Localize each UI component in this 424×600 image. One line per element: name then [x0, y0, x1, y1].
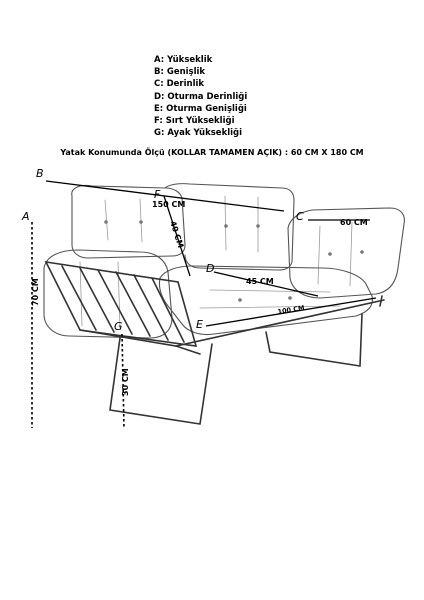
label-back-height: 40 CM	[168, 219, 186, 250]
dimension-letters	[21, 167, 304, 333]
label-height: 70 CM	[31, 278, 40, 306]
letter-g: G	[114, 320, 123, 333]
letter-c: C	[296, 210, 304, 223]
legend-item-c: C: Derinlik	[154, 79, 205, 90]
dimension-lines	[32, 181, 376, 428]
legend-item-b: B: Genişlik	[154, 67, 206, 78]
legend-item-a: A: Yükseklik	[154, 55, 213, 65]
legend-item-e: E: Oturma Genişliği	[154, 103, 247, 114]
label-seat-width: 100 CM	[277, 303, 306, 316]
label-seat-depth: 45 CM	[246, 277, 274, 286]
letter-b: B	[36, 167, 44, 180]
letter-a: A	[22, 210, 30, 223]
label-width: 150 CM	[152, 200, 186, 209]
letter-f: F	[154, 188, 161, 201]
label-leg-height: 30 CM	[121, 368, 130, 396]
legend-item-g: G: Ayak Yüksekliği	[154, 128, 243, 139]
letter-d: D	[206, 262, 215, 275]
legend-item-d: D: Oturma Derinliği	[154, 91, 248, 102]
label-depth: 60 CM	[340, 218, 368, 227]
bed-position-note: Yatak Konumunda Ölçü (KOLLAR TAMAMEN AÇIK) : 60 CM X 180 CM	[60, 148, 364, 157]
legend-item-f: F: Sırt Yüksekliği	[154, 116, 235, 127]
letter-e: E	[196, 318, 203, 331]
